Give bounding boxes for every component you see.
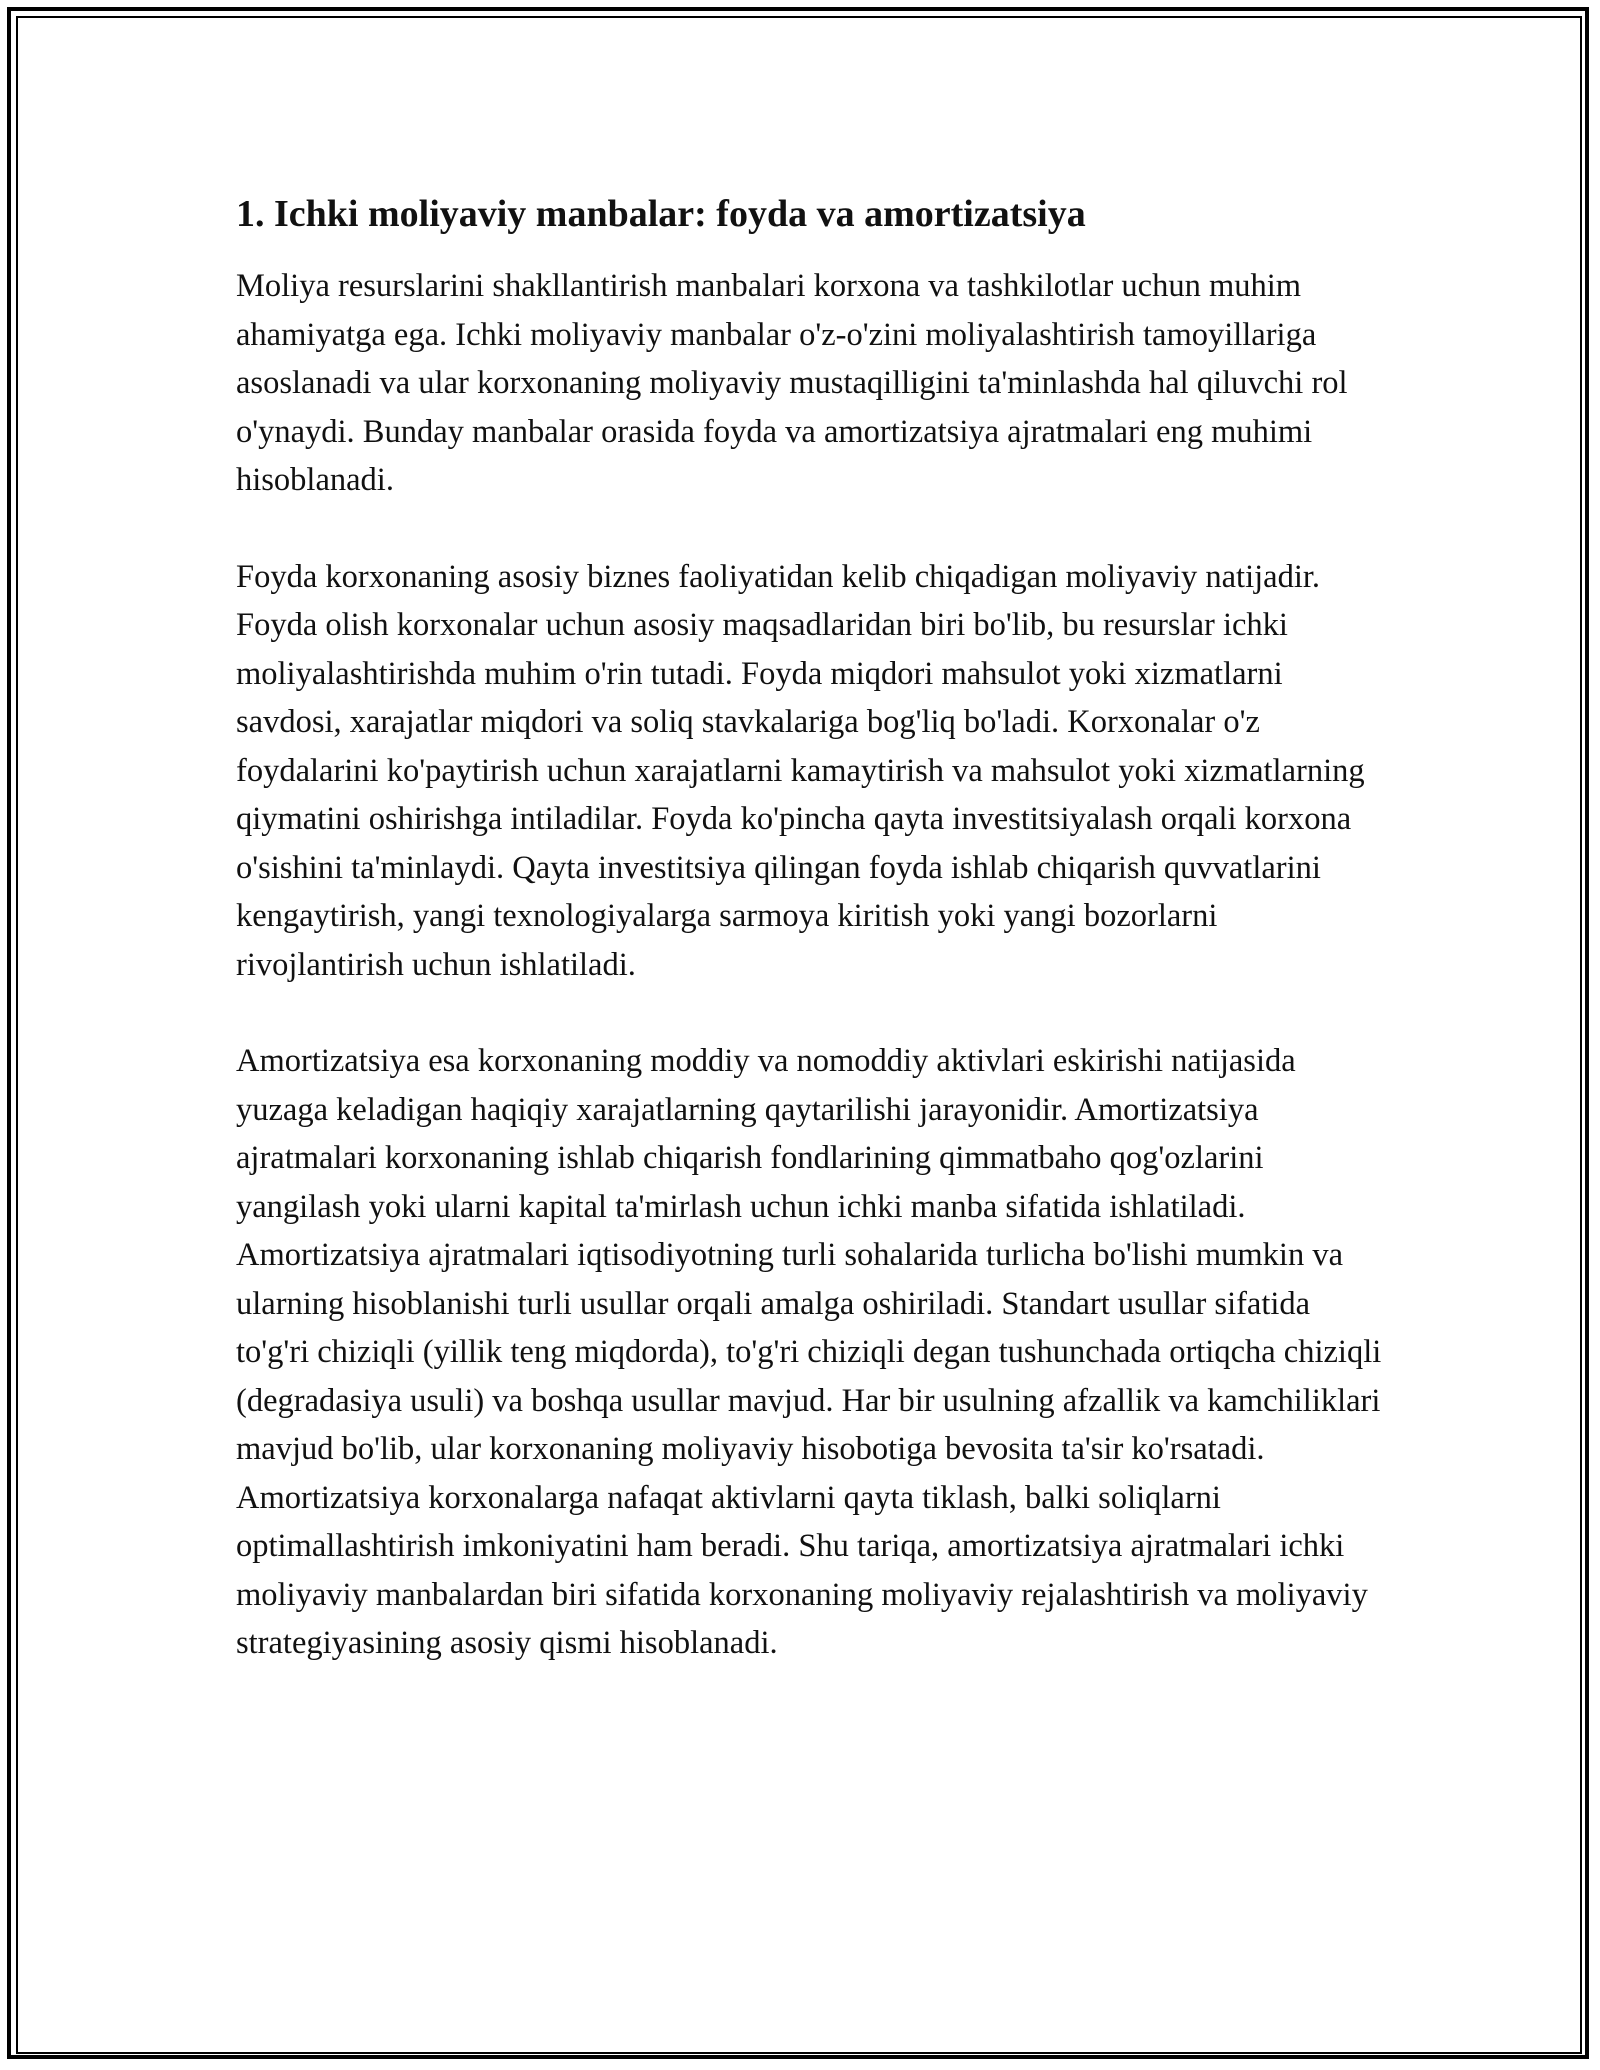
section-heading: 1. Ichki moliyaviy manbalar: foyda va amortizatsiya <box>236 193 1086 235</box>
paragraph-intro: Moliya resurslarini shakllantirish manbalari korxona va tashkilotlar uchun muhim ahamiyatga ega. Ichki moliyaviy manbalar o'z-o'zini moliyalashtirish tamoyillariga asoslanadi va ular korxonaning moliyaviy mustaqilligini ta'minlashda hal qiluvchi rol o'ynaydi. Bunday manbalar orasida foyda va amortizatsiya ajratmalari eng muhimi hisoblanadi. <box>236 268 1348 498</box>
document-body <box>236 186 1386 1716</box>
paragraph-depreciation: Amortizatsiya esa korxonaning moddiy va nomoddiy aktivlari eskirishi natijasida yuzaga keladigan haqiqiy xarajatlarning qaytarilishi jarayonidir. Amortizatsiya ajratmalari korxonaning ishlab chiqarish fondlarining qimmatbaho qog'ozlarini yangilash yoki ularni kapital ta'mirlash uchun ichki manba sifatida ishlatiladi. Amortizatsiya ajratmalari iqtisodiyotning turli sohalarida turlicha bo'lishi mumkin va ularning hisoblanishi turli usullar orqali amalga oshiriladi. Standart usullar sifatida to'g'ri chiziqli (yillik teng miqdorda), to'g'ri chiziqli degan tushunchada ortiqcha chiziqli (degradasiya usuli) va boshqa usullar mavjud. Har bir usulning afzallik va kamchiliklari mavjud bo'lib, ular korxonaning moliyaviy hisobotiga bevosita ta'sir ko'rsatadi. Amortizatsiya korxonalarga nafaqat aktivlarni qayta tiklash, balki soliqlarni optimallashtirish imkoniyatini ham beradi. Shu tariqa, amortizatsiya ajratmalari ichki moliyaviy manbalardan biri sifatida korxonaning moliyaviy rejalashtirish va moliyaviy strategiyasining asosiy qismi hisoblanadi. <box>236 1043 1382 1661</box>
paragraph-profit: Foyda korxonaning asosiy biznes faoliyatidan kelib chiqadigan moliyaviy natijadir. Foyda olish korxonalar uchun asosiy maqsadlaridan biri bo'lib, bu resurslar ichki moliyalashtirishda muhim o'rin tutadi. Foyda miqdori mahsulot yoki xizmatlarni savdosi, xarajatlar miqdori va soliq stavkalariga bog'liq bo'ladi. Korxonalar o'z foydalarini ko'paytirish uchun xarajatlarni kamaytirish va mahsulot yoki xizmatlarning qiymatini oshirishga intiladilar. Foyda ko'pincha qayta investitsiyalash orqali korxona o'sishini ta'minlaydi. Qayta investitsiya qilingan foyda ishlab chiqarish quvvatlarini kengaytirish, yangi texnologiyalarga sarmoya kiritish yoki yangi bozorlarni rivojlantirish uchun ishlatiladi. <box>236 558 1365 983</box>
